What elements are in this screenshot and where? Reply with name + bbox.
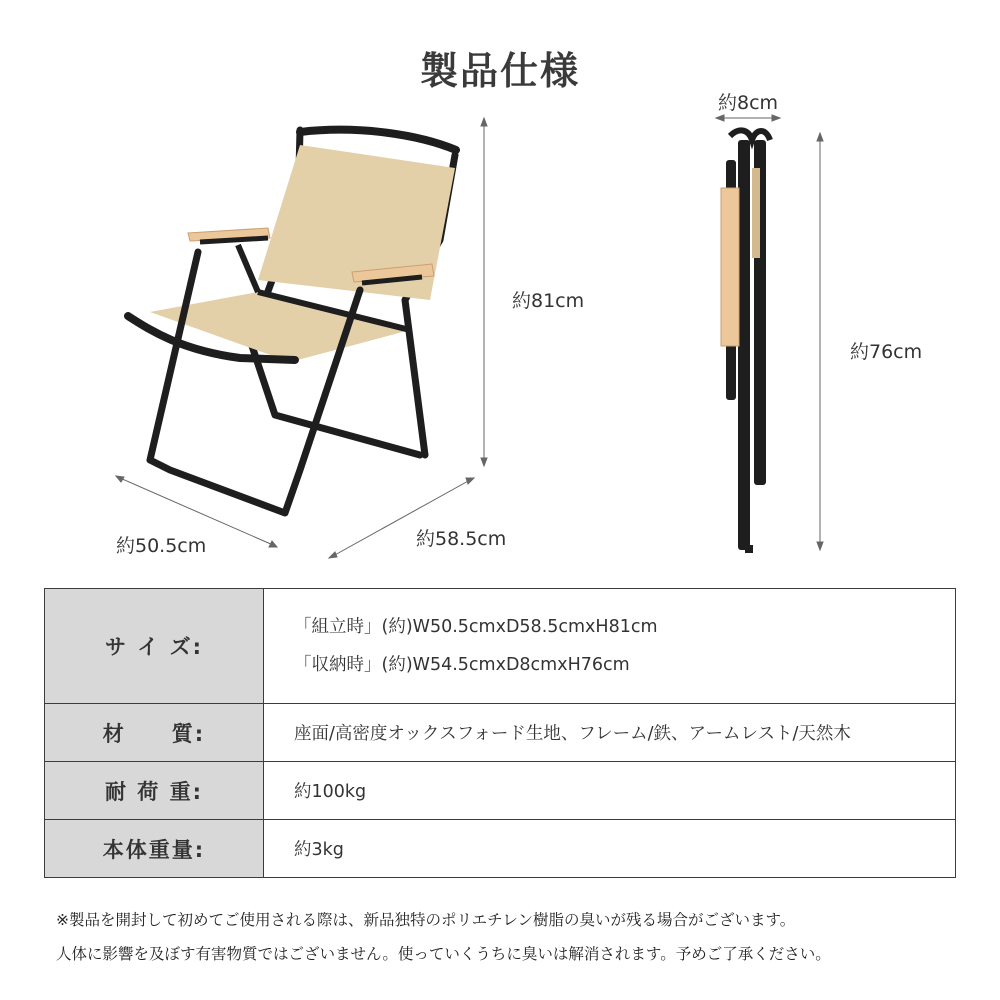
note-line-2: 人体に影響を及ぼす有害物質ではございません。使っていくうちに臭いは解消されます。予めご了承ください。: [56, 945, 831, 963]
dim-width-label: 約50.5cm: [116, 535, 207, 557]
spec-row-load: [45, 762, 956, 820]
spec-row-size: [45, 589, 956, 704]
dim-folded-height-label: 約76cm: [850, 341, 923, 363]
chair-assembled: [128, 130, 456, 513]
note-line-1: ※製品を開封して初めてご使用される際は、新品独特のポリエチレン樹脂の臭いが残る場合がございます。: [56, 911, 796, 929]
page-title: 製品仕様: [419, 49, 580, 93]
spec-value-size: [264, 589, 956, 704]
spec-value-load: 約100kg: [264, 762, 956, 820]
spec-size-folded: 「収納時」(約)W54.5cmxD8cmxH76cm: [294, 655, 630, 675]
dim-depth-label: 約58.5cm: [416, 528, 507, 550]
spec-label-load: 耐 荷 重:: [45, 762, 264, 820]
spec-table: [44, 588, 956, 878]
spec-label-material: 材 質:: [45, 704, 264, 762]
spec-value-weight: 約3kg: [264, 820, 956, 878]
spec-row-weight: [45, 820, 956, 878]
spec-value-material: 座面/高密度オックスフォード生地、フレーム/鉄、アームレスト/天然木: [264, 704, 956, 762]
spec-row-material: [45, 704, 956, 762]
chair-folded: [721, 130, 770, 553]
dim-folded-depth-label: 約8cm: [718, 92, 779, 114]
spec-size-assembled: 「組立時」(約)W50.5cmxD58.5cmxH81cm: [294, 617, 658, 637]
dim-height-label: 約81cm: [512, 290, 585, 312]
spec-label-size: サ イ ズ:: [45, 589, 264, 704]
spec-label-weight: 本体重量:: [45, 820, 264, 878]
